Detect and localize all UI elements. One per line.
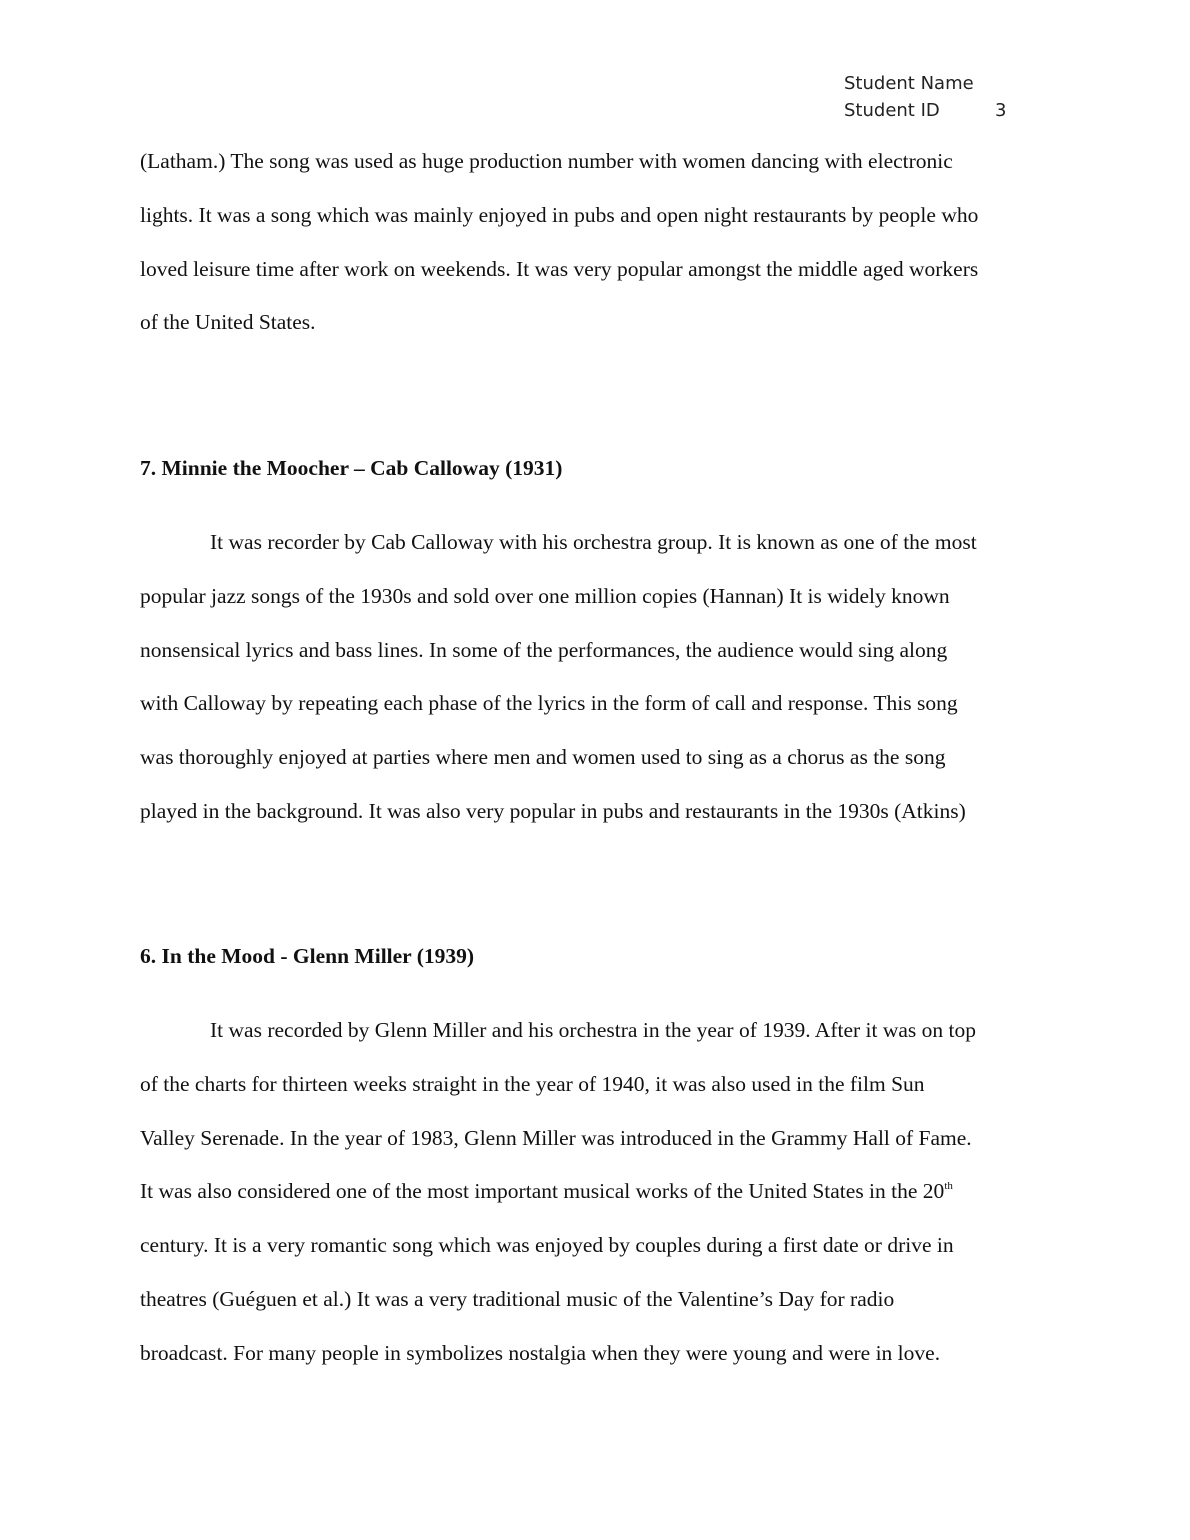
paragraph-line: popular jazz songs of the 1930s and sold over one million copies (Hannan) It is widely known: [140, 583, 950, 608]
section-6-paragraph: [140, 1004, 1060, 1381]
paragraph-line: played in the background. It was also very popular in pubs and restaurants in the 1930s (Atkins): [140, 798, 966, 823]
paragraph-line: broadcast. For many people in symbolizes nostalgia when they were young and were in love.: [140, 1340, 941, 1365]
paragraph-line: with Calloway by repeating each phase of the lyrics in the form of call and response. This song: [140, 691, 958, 716]
paragraph-line: of the charts for thirteen weeks straight in the year of 1940, it was also used in the film Sun: [140, 1071, 925, 1096]
page-number: 3: [995, 100, 1007, 121]
paragraph-line: It was recorded by Glenn Miller and his orchestra in the year of 1939. After it was on top: [210, 1018, 977, 1042]
student-id-line: [844, 97, 1007, 124]
paragraph-line-with-superscript: [140, 1165, 1060, 1219]
section-7-paragraph: [140, 516, 1060, 839]
paragraph-line: was thoroughly enjoyed at parties where men and women used to sing as a chorus as the song: [140, 745, 946, 770]
paragraph-line: theatres (Guéguen et al.) It was a very traditional music of the Valentine’s Day for radio: [140, 1286, 895, 1311]
paragraph-line: century. It is a very romantic song which was enjoyed by couples during a first date or drive in: [140, 1233, 954, 1258]
paragraph-line: Valley Serenade. In the year of 1983, Glenn Miller was introduced in the Grammy Hall of Fame.: [140, 1125, 972, 1150]
paragraph-line: of the United States.: [140, 310, 316, 335]
section-6-heading: 6. In the Mood - Glenn Miller (1939): [140, 944, 475, 968]
intro-paragraph: [140, 135, 1060, 350]
paragraph-line: lights. It was a song which was mainly enjoyed in pubs and open night restaurants by people who: [140, 202, 979, 227]
section-7-heading: 7. Minnie the Moocher – Cab Calloway (1931): [140, 456, 563, 480]
paragraph-line: loved leisure time after work on weekends. It was very popular amongst the middle aged workers: [140, 256, 979, 281]
student-id: Student ID: [844, 100, 940, 121]
student-name: Student Name: [844, 73, 974, 94]
paragraph-line: nonsensical lyrics and bass lines. In some of the performances, the audience would sing along: [140, 637, 948, 662]
ordinal-superscript: th: [944, 1180, 953, 1193]
paragraph-line: (Latham.) The song was used as huge production number with women dancing with electronic: [140, 149, 953, 173]
line-text: It was also considered one of the most important musical works of the United States in the 20: [140, 1179, 945, 1204]
running-header: [844, 70, 1007, 124]
paragraph-line: It was recorder by Cab Calloway with his orchestra group. It is known as one of the most: [210, 530, 977, 554]
